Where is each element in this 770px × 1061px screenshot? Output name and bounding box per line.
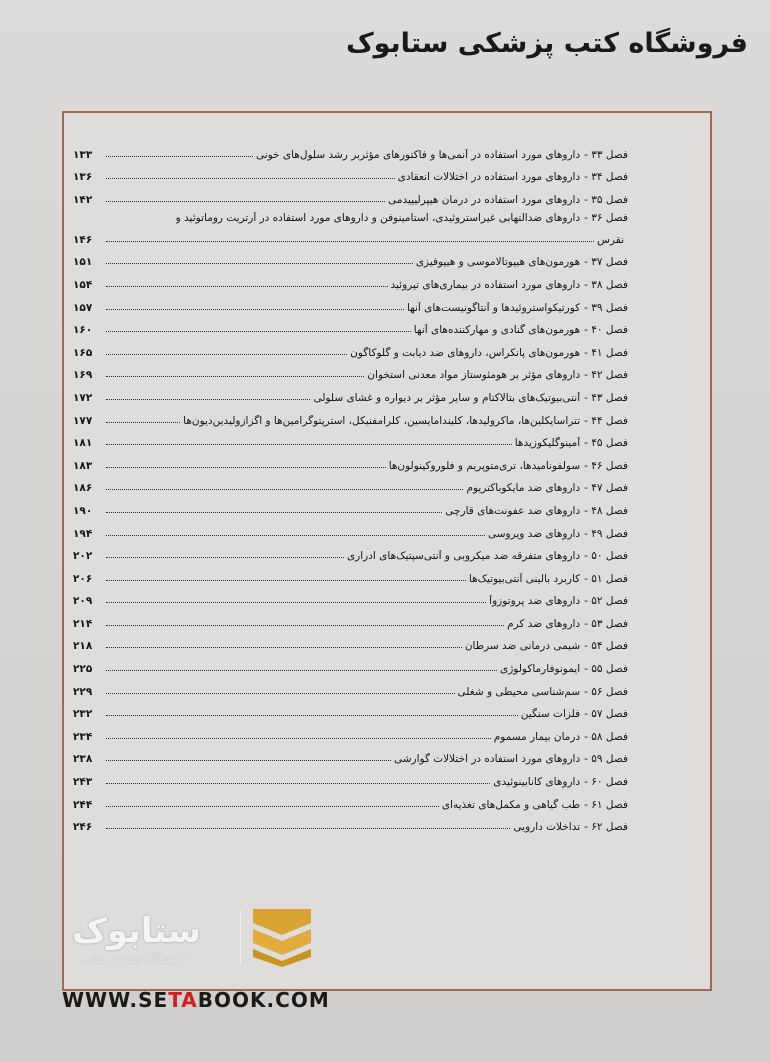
- page-number: ۱۸۶: [73, 482, 93, 495]
- page-number: ۱۵۱: [73, 256, 93, 269]
- shop-title: فروشگاه کتب پزشکی ستابوک: [345, 28, 748, 59]
- toc-entry: [73, 811, 628, 834]
- chapter-title: تداخلات دارویی: [513, 821, 581, 834]
- page-number: ۱۵۴: [73, 278, 93, 291]
- toc-entry: [73, 698, 628, 721]
- page-number: ۱۷۲: [73, 391, 93, 404]
- page-number: ۱۸۱: [73, 437, 93, 450]
- toc-entry: [73, 472, 628, 495]
- chapter-title: داروهای ضد پروتوزوآ: [489, 595, 581, 608]
- chapter-title: ایمونوفارماکولوژی: [500, 663, 581, 676]
- page-number: ۱۶۹: [73, 369, 93, 382]
- leader-dots: [106, 715, 518, 716]
- chapter-number: فصل ۴۰ -: [584, 324, 628, 337]
- leader-dots: [106, 354, 347, 355]
- toc-entry: [73, 788, 628, 811]
- chapter-title: داروهای مورد استفاده در درمان هیپرلیپیدمی: [388, 193, 581, 206]
- toc-entry: [73, 246, 628, 269]
- chapter-number: فصل ۴۳ -: [584, 391, 628, 404]
- chapter-number: فصل ۳۳ -: [584, 148, 628, 161]
- page-number: ۱۷۷: [73, 414, 93, 427]
- chapter-number: فصل ۶۰ -: [584, 776, 628, 789]
- leader-dots: [106, 647, 462, 648]
- chapter-number: فصل ۶۱ -: [584, 798, 628, 811]
- chapter-title: داروهای مورد استفاده در آنمی‌ها و فاکتورهای مؤثربر رشد سلول‌های خونی: [255, 148, 581, 161]
- chapter-title: داروهای ضدالتهابی غیراستروئیدی، استامینوفن و داروهای مورد استفاده در آرتریت روماتوئید و: [175, 211, 581, 224]
- leader-dots: [106, 241, 594, 242]
- toc-entry: [73, 161, 628, 184]
- chapter-number: فصل ۳۴ -: [584, 171, 628, 184]
- page-number: ۲۰۶: [73, 572, 93, 585]
- chapter-title: داروهای مورد استفاده در بیماری‌های تیروئید: [390, 278, 581, 291]
- toc-entry: [73, 449, 628, 472]
- leader-dots: [106, 806, 439, 807]
- website-url[interactable]: WWW.SETABOOK.COM: [62, 988, 330, 1012]
- leader-dots: [106, 760, 391, 761]
- toc-entry: [73, 314, 628, 337]
- chapter-title: کورتیکواستروئیدها و آنتاگونیست‌های آنها: [406, 301, 581, 314]
- chapter-number: فصل ۴۷ -: [584, 482, 628, 495]
- chapter-title: داروهای ضد عفونت‌های قارچی: [445, 504, 581, 517]
- toc-entry: [73, 138, 628, 161]
- chapter-number: فصل ۵۳ -: [584, 617, 628, 630]
- toc-entry: [73, 562, 628, 585]
- page-number: ۱۶۵: [73, 346, 93, 359]
- toc-entry: [73, 675, 628, 698]
- toc-entry: [73, 183, 628, 206]
- toc-entry: [73, 607, 628, 630]
- leader-dots: [106, 670, 497, 671]
- table-of-contents: [73, 138, 628, 833]
- page-number: ۱۹۴: [73, 527, 93, 540]
- chapter-number: فصل ۵۶ -: [584, 685, 628, 698]
- chapter-number: فصل ۴۲ -: [584, 369, 628, 382]
- page-number: ۲۳۲: [73, 708, 93, 721]
- toc-entry: [73, 765, 628, 788]
- chapter-title: داروهای مورد استفاده در اختلالات گوارشی: [393, 753, 581, 766]
- chapter-title: داروهای مورد استفاده در اختلالات انعقادی: [397, 171, 581, 184]
- page-number: ۱۴۶: [73, 233, 93, 246]
- leader-dots: [106, 557, 344, 558]
- page-number: ۲۱۴: [73, 617, 93, 630]
- chapter-title: تتراسایکلین‌ها، ماکرولیدها، کلیندامایسین، کلرامفنیکل، استرپتوگرامین‌ها و اگزازولیدین‌دیون‌ها: [183, 414, 581, 427]
- chapter-title: داروهای کانابینوئیدی: [493, 776, 581, 789]
- toc-entry: [73, 427, 628, 450]
- chapter-title: درمان بیمار مسموم: [493, 730, 581, 743]
- page-number: ۲۴۳: [73, 776, 93, 789]
- leader-dots: [106, 444, 512, 445]
- leader-dots: [106, 828, 510, 829]
- chapter-number: فصل ۳۸ -: [584, 278, 628, 291]
- page-number: ۱۸۳: [73, 459, 93, 472]
- page-number: ۲۳۸: [73, 753, 93, 766]
- chapter-title: سم‌شناسی محیطی و شغلی: [457, 685, 581, 698]
- toc-entry: [73, 517, 628, 540]
- page-number: ۲۴۴: [73, 798, 93, 811]
- leader-dots: [106, 399, 310, 400]
- chapter-number: فصل ۴۵ -: [584, 437, 628, 450]
- toc-entry: [73, 585, 628, 608]
- page-number: ۱۳۶: [73, 171, 93, 184]
- chapter-title-cont: نقرس: [597, 233, 624, 246]
- chapter-title: آنتی‌بیوتیک‌های بتالاکتام و سایر مؤثر بر دیواره و غشای سلولی: [313, 391, 581, 404]
- logo-subtitle: فروشگاه اینترنتی کتاب: [82, 953, 187, 966]
- toc-entry: [73, 359, 628, 382]
- page-number: ۲۲۵: [73, 663, 93, 676]
- leader-dots: [106, 693, 455, 694]
- leader-dots: [106, 201, 385, 202]
- chapter-title: آمینوگلیکوزیدها: [514, 437, 581, 450]
- logo-wordmark: ستابوک: [72, 911, 201, 951]
- leader-dots: [106, 602, 486, 603]
- toc-entry: [73, 291, 628, 314]
- chapter-number: فصل ۵۵ -: [584, 663, 628, 676]
- chapter-title: داروهای مؤثر بر هومئوستاز مواد معدنی استخوان: [367, 369, 581, 382]
- leader-dots: [106, 178, 395, 179]
- chapter-number: فصل ۵۸ -: [584, 730, 628, 743]
- chapter-title: شیمی درمانی ضد سرطان: [464, 640, 581, 653]
- page-number: ۲۴۶: [73, 821, 93, 834]
- page-number: ۲۱۸: [73, 640, 93, 653]
- chapter-number: فصل ۴۴ -: [584, 414, 628, 427]
- leader-dots: [106, 309, 404, 310]
- book-logo-icon: [247, 905, 317, 967]
- page-number: ۱۶۰: [73, 324, 93, 337]
- chapter-title: فلزات سنگین: [520, 708, 581, 721]
- leader-dots: [106, 467, 386, 468]
- toc-entry: [73, 720, 628, 743]
- leader-dots: [106, 625, 504, 626]
- chapter-number: فصل ۴۸ -: [584, 504, 628, 517]
- chapter-title: هورمون‌های پانکراس، داروهای ضد دیابت و گلوکاگون: [350, 346, 581, 359]
- page-number: ۲۲۹: [73, 685, 93, 698]
- chapter-title: داروهای ضد ویروسی: [487, 527, 581, 540]
- leader-dots: [106, 331, 411, 332]
- chapter-title: کاربرد بالینی آنتی‌بیوتیک‌ها: [468, 572, 581, 585]
- chapter-number: فصل ۳۹ -: [584, 301, 628, 314]
- logo-divider: [240, 910, 241, 965]
- leader-dots: [106, 738, 491, 739]
- page-number: ۲۰۹: [73, 595, 93, 608]
- page-number: ۱۵۷: [73, 301, 93, 314]
- chapter-number: فصل ۵۹ -: [584, 753, 628, 766]
- leader-dots: [106, 286, 388, 287]
- chapter-number: فصل ۵۰ -: [584, 550, 628, 563]
- chapter-number: فصل ۳۶ -: [584, 211, 628, 224]
- leader-dots: [106, 512, 442, 513]
- leader-dots: [106, 580, 466, 581]
- chapter-number: فصل ۴۹ -: [584, 527, 628, 540]
- chapter-title: داروهای ضد کرم: [507, 617, 581, 630]
- chapter-number: فصل ۴۱ -: [584, 346, 628, 359]
- toc-entry: [73, 743, 628, 766]
- setabook-logo: [62, 905, 362, 975]
- leader-dots: [106, 156, 253, 157]
- page-number: ۱۳۳: [73, 148, 93, 161]
- chapter-title: هورمون‌های هیپوتالاموسی و هیپوفیزی: [415, 256, 581, 269]
- toc-entry: [73, 336, 628, 359]
- toc-entry: [73, 630, 628, 653]
- leader-dots: [106, 783, 490, 784]
- leader-dots: [106, 376, 364, 377]
- chapter-number: فصل ۳۷ -: [584, 256, 628, 269]
- chapter-title: داروهای ضد مایکوباکتریوم: [466, 482, 581, 495]
- toc-entry: [73, 268, 628, 291]
- toc-entry: [73, 381, 628, 404]
- chapter-number: فصل ۵۴ -: [584, 640, 628, 653]
- chapter-number: فصل ۶۲ -: [584, 821, 628, 834]
- chapter-title: هورمون‌های گنادی و مهارکننده‌های آنها: [413, 324, 581, 337]
- leader-dots: [106, 535, 485, 536]
- page-number: ۲۳۴: [73, 730, 93, 743]
- chapter-number: فصل ۵۷ -: [584, 708, 628, 721]
- chapter-title: داروهای متفرقه ضد میکروبی و آنتی‌سپتیک‌های ادراری: [346, 550, 581, 563]
- toc-entry: [73, 404, 628, 427]
- page-number: ۲۰۲: [73, 550, 93, 563]
- page-number: ۱۹۰: [73, 504, 93, 517]
- chapter-title: سولفونامیدها، تری‌متوپریم و فلوروکینولون‌ها: [388, 459, 581, 472]
- toc-entry: [73, 652, 628, 675]
- toc-entry: [73, 206, 628, 246]
- leader-dots: [106, 489, 463, 490]
- leader-dots: [106, 422, 180, 423]
- leader-dots: [106, 263, 413, 264]
- chapter-number: فصل ۵۲ -: [584, 595, 628, 608]
- chapter-number: فصل ۳۵ -: [584, 193, 628, 206]
- toc-entry: [73, 494, 628, 517]
- toc-entry: [73, 540, 628, 563]
- chapter-number: فصل ۴۶ -: [584, 459, 628, 472]
- chapter-title: طب گیاهی و مکمل‌های تغذیه‌ای: [441, 798, 581, 811]
- chapter-number: فصل ۵۱ -: [584, 572, 628, 585]
- page-number: ۱۴۲: [73, 193, 93, 206]
